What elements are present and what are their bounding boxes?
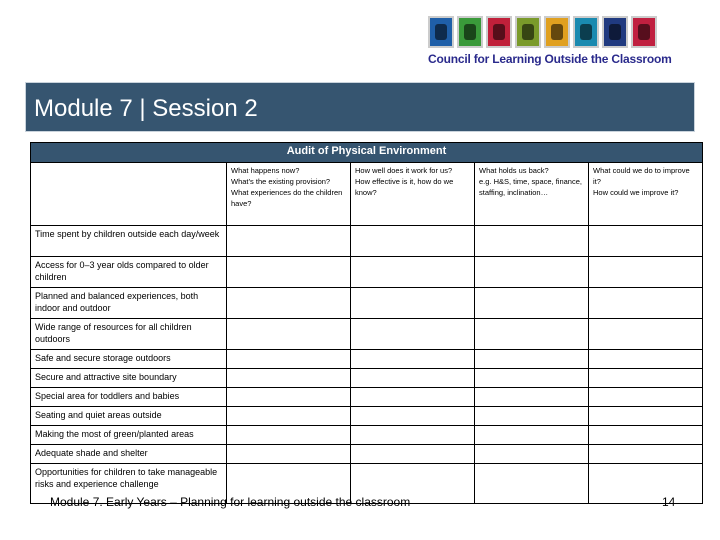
response-cell[interactable] bbox=[475, 426, 589, 445]
table-row bbox=[31, 426, 703, 445]
response-cell[interactable] bbox=[475, 226, 589, 257]
column-header bbox=[351, 163, 475, 226]
column-header bbox=[31, 163, 227, 226]
response-cell[interactable] bbox=[351, 226, 475, 257]
council-logo bbox=[428, 16, 700, 68]
row-label: Wide range of resources for all children outdoors bbox=[31, 319, 227, 350]
row-label: Access for 0–3 year olds compared to older children bbox=[31, 257, 227, 288]
response-cell[interactable] bbox=[475, 319, 589, 350]
response-cell[interactable] bbox=[475, 388, 589, 407]
response-cell[interactable] bbox=[589, 369, 703, 388]
table-row bbox=[31, 407, 703, 426]
row-label: Time spent by children outside each day/week bbox=[31, 226, 227, 257]
column-header-line: How effective is it, how do we know? bbox=[355, 177, 454, 197]
column-header-line: How well does it work for us? bbox=[355, 166, 453, 175]
response-cell[interactable] bbox=[227, 350, 351, 369]
table-caption: Audit of Physical Environment bbox=[31, 143, 703, 163]
response-cell[interactable] bbox=[589, 319, 703, 350]
response-cell[interactable] bbox=[227, 445, 351, 464]
column-header-line: e.g. H&S, time, space, finance, staffing, inclination… bbox=[479, 177, 582, 197]
table-row bbox=[31, 257, 703, 288]
response-cell[interactable] bbox=[351, 319, 475, 350]
table-row bbox=[31, 288, 703, 319]
column-header-line: What experiences do the children have? bbox=[231, 188, 343, 208]
column-header-line: What’s the existing provision? bbox=[231, 177, 331, 186]
response-cell[interactable] bbox=[351, 257, 475, 288]
table-row bbox=[31, 445, 703, 464]
response-cell[interactable] bbox=[227, 226, 351, 257]
response-cell[interactable] bbox=[351, 426, 475, 445]
response-cell[interactable] bbox=[475, 369, 589, 388]
response-cell[interactable] bbox=[589, 388, 703, 407]
table-row bbox=[31, 350, 703, 369]
audit-table bbox=[30, 142, 703, 504]
column-header-line: How could we improve it? bbox=[593, 188, 679, 197]
logo-tile bbox=[515, 16, 541, 48]
response-cell[interactable] bbox=[475, 464, 589, 504]
response-cell[interactable] bbox=[227, 388, 351, 407]
response-cell[interactable] bbox=[475, 257, 589, 288]
response-cell[interactable] bbox=[475, 288, 589, 319]
table-row bbox=[31, 226, 703, 257]
response-cell[interactable] bbox=[227, 319, 351, 350]
logo-tiles bbox=[428, 16, 700, 48]
page-number: 14 bbox=[662, 495, 676, 509]
logo-tile bbox=[428, 16, 454, 48]
column-header bbox=[227, 163, 351, 226]
response-cell[interactable] bbox=[227, 288, 351, 319]
table-row bbox=[31, 369, 703, 388]
footer-text: Module 7. Early Years – Planning for learning outside the classroom bbox=[50, 495, 411, 509]
response-cell[interactable] bbox=[589, 226, 703, 257]
row-label: Planned and balanced experiences, both indoor and outdoor bbox=[31, 288, 227, 319]
response-cell[interactable] bbox=[475, 407, 589, 426]
logo-text: Council for Learning Outside the Classroom bbox=[428, 52, 672, 66]
row-label: Safe and secure storage outdoors bbox=[31, 350, 227, 369]
row-label: Making the most of green/planted areas bbox=[31, 426, 227, 445]
response-cell[interactable] bbox=[227, 257, 351, 288]
response-cell[interactable] bbox=[351, 407, 475, 426]
logo-tile bbox=[631, 16, 657, 48]
response-cell[interactable] bbox=[227, 426, 351, 445]
column-header bbox=[589, 163, 703, 226]
row-label: Seating and quiet areas outside bbox=[31, 407, 227, 426]
response-cell[interactable] bbox=[351, 445, 475, 464]
response-cell[interactable] bbox=[351, 369, 475, 388]
response-cell[interactable] bbox=[351, 388, 475, 407]
table-row bbox=[31, 319, 703, 350]
row-label: Special area for toddlers and babies bbox=[31, 388, 227, 407]
response-cell[interactable] bbox=[227, 369, 351, 388]
response-cell[interactable] bbox=[475, 350, 589, 369]
logo-tile bbox=[573, 16, 599, 48]
response-cell[interactable] bbox=[589, 426, 703, 445]
response-cell[interactable] bbox=[589, 288, 703, 319]
response-cell[interactable] bbox=[589, 464, 703, 504]
row-label: Opportunities for children to take manageable risks and experience challenge bbox=[31, 464, 227, 504]
response-cell[interactable] bbox=[589, 257, 703, 288]
row-label: Secure and attractive site boundary bbox=[31, 369, 227, 388]
row-label: Adequate shade and shelter bbox=[31, 445, 227, 464]
column-header-line: What could we do to improve it? bbox=[593, 166, 690, 186]
audit-body bbox=[31, 226, 703, 504]
table-row bbox=[31, 388, 703, 407]
response-cell[interactable] bbox=[351, 288, 475, 319]
response-cell[interactable] bbox=[589, 407, 703, 426]
column-header-row bbox=[31, 163, 703, 226]
column-header-line: What holds us back? bbox=[479, 166, 549, 175]
response-cell[interactable] bbox=[589, 350, 703, 369]
response-cell[interactable] bbox=[475, 445, 589, 464]
title-bar bbox=[25, 82, 695, 132]
response-cell[interactable] bbox=[589, 445, 703, 464]
logo-tile bbox=[486, 16, 512, 48]
logo-tile bbox=[457, 16, 483, 48]
table-caption-row bbox=[31, 143, 703, 163]
response-cell[interactable] bbox=[351, 350, 475, 369]
logo-tile bbox=[544, 16, 570, 48]
slide-title: Module 7 | Session 2 bbox=[34, 95, 258, 122]
column-header-line: What happens now? bbox=[231, 166, 300, 175]
logo-tile bbox=[602, 16, 628, 48]
response-cell[interactable] bbox=[227, 407, 351, 426]
column-header bbox=[475, 163, 589, 226]
